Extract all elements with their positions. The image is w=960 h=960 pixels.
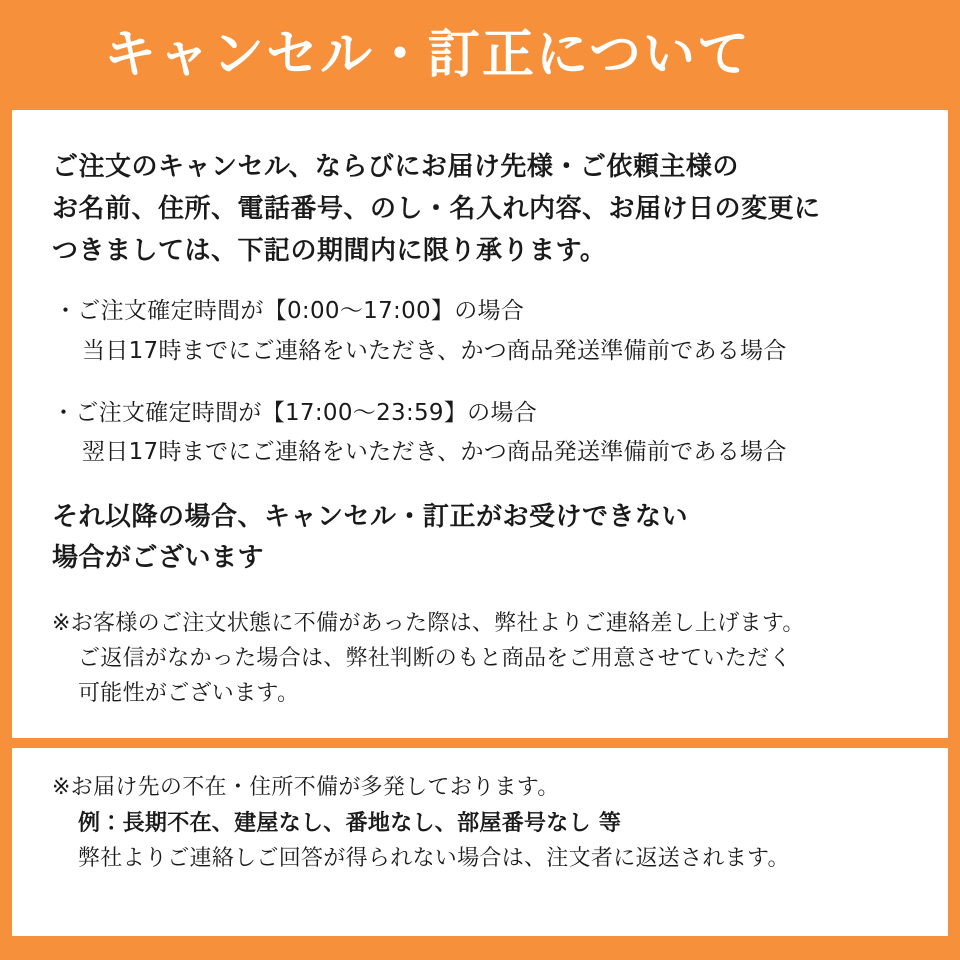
note-line-1: ※お客様のご注文状態に不備があった際は、弊社よりご連絡差し上げます。 xyxy=(52,611,805,637)
condition-heading-1: ・ご注文確定時間が【0:00〜17:00】の場合 xyxy=(54,298,525,325)
page-title: キャンセル・訂正について xyxy=(104,25,751,85)
lower-line-1: ※お届け先の不在・住所不備が多発しております。 xyxy=(52,775,560,800)
delivery-absence-card xyxy=(12,748,948,936)
lower-line-3: 弊社よりご連絡しご回答が得られない場合は、注文者に返送されます。 xyxy=(78,846,790,872)
page-header xyxy=(0,0,960,110)
lower-line-2-example: 例：長期不在、建屋なし、番地なし、部屋番号なし 等 xyxy=(78,810,622,836)
lead-line-3: つきましては、下記の期間内に限り承ります。 xyxy=(52,236,607,267)
condition-detail-1: 当日17時までにご連絡をいただき、かつ商品発送準備前である場合 xyxy=(82,337,787,364)
note-line-2: ご返信がなかった場合は、弊社判断のもと商品をご用意させていただく xyxy=(78,646,792,672)
main-content-card xyxy=(12,110,948,738)
emphasis-paragraph xyxy=(52,497,908,580)
lead-paragraph xyxy=(52,146,908,272)
emphasis-line-2: 場合がございます xyxy=(52,543,265,574)
list-spacer xyxy=(52,370,908,396)
note-line-3: 可能性がございます。 xyxy=(78,681,300,707)
condition-heading-2: ・ご注文確定時間が【17:00〜23:59】の場合 xyxy=(52,399,538,426)
conditions-list xyxy=(52,294,908,471)
lead-line-1: ご注文のキャンセル、ならびにお届け先様・ご依頼主様の xyxy=(52,152,739,182)
notes-paragraph xyxy=(52,606,908,712)
lead-line-2: お名前、住所、電話番号、のし・名入れ内容、お届け日の変更に xyxy=(52,194,821,225)
emphasis-line-1: それ以降の場合、キャンセル・訂正がお受けできない xyxy=(52,501,689,532)
condition-detail-2: 翌日17時までにご連絡をいただき、かつ商品発送準備前である場合 xyxy=(82,439,787,466)
